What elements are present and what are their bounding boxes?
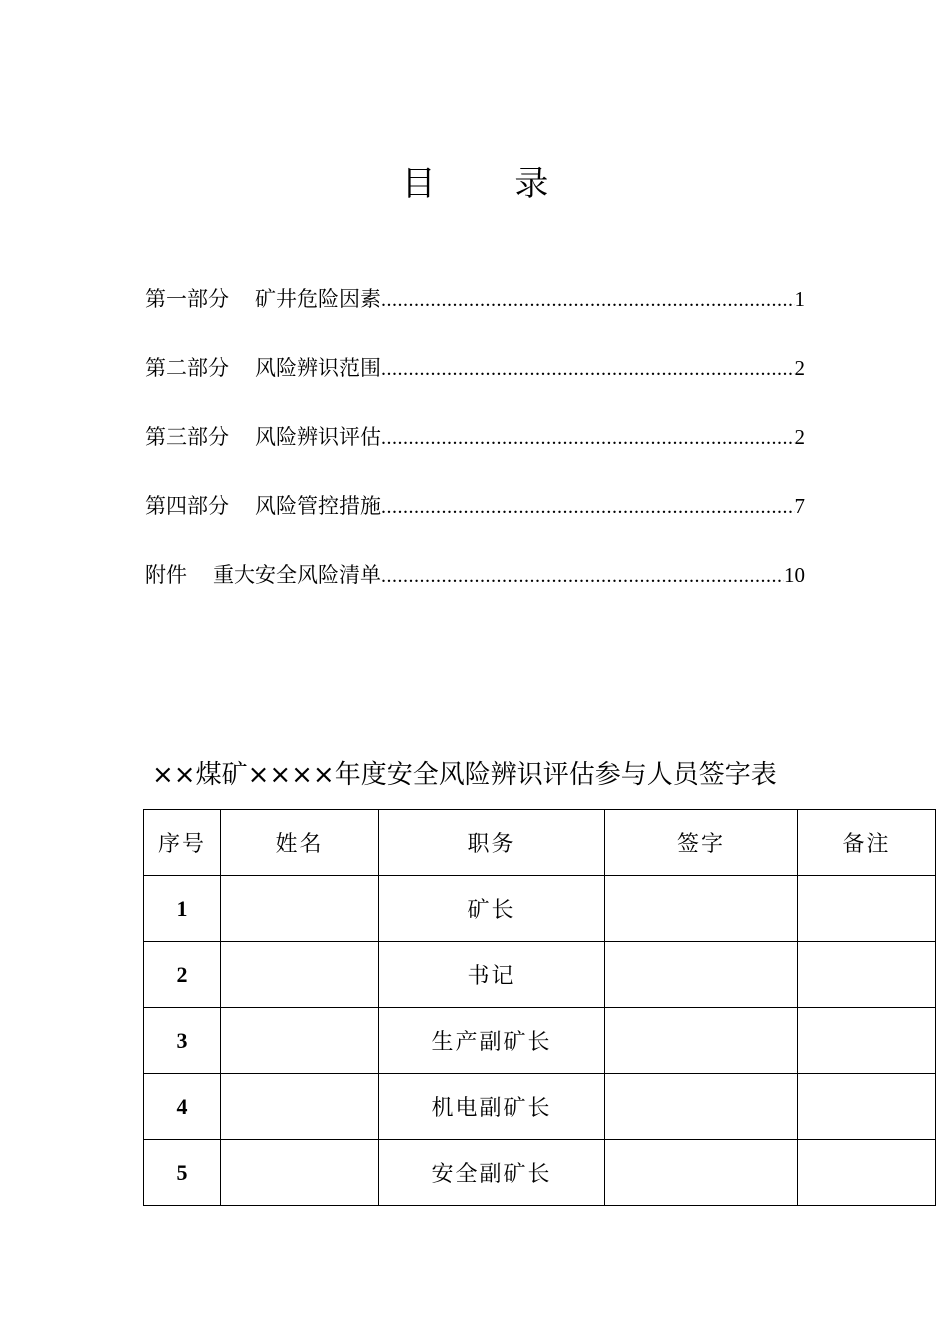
toc-item[interactable] [145,420,805,454]
remark-cell[interactable] [798,1140,936,1206]
position-cell: 安全副矿长 [379,1140,605,1206]
remark-cell[interactable] [798,1008,936,1074]
toc-label: 风险管控措施 [255,494,381,518]
row-index: 1 [144,876,221,942]
name-cell[interactable] [221,1008,379,1074]
toc-page-number: 10 [784,563,805,587]
signature-cell[interactable] [605,1008,798,1074]
signature-cell[interactable] [605,876,798,942]
position-cell: 生产副矿长 [379,1008,605,1074]
row-index: 2 [144,942,221,1008]
signature-cell[interactable] [605,1140,798,1206]
remark-cell[interactable] [798,876,936,942]
position-cell: 矿长 [379,876,605,942]
header-index: 序号 [144,810,221,876]
sign-table [143,809,936,1206]
toc-leader [381,283,795,317]
name-cell[interactable] [221,876,379,942]
toc-label: 矿井危险因素 [255,287,381,311]
toc-item[interactable] [145,558,805,592]
row-index: 4 [144,1074,221,1140]
toc-page-number: 2 [794,425,805,449]
table-row [144,942,936,1008]
toc-leader [381,352,795,386]
header-remark: 备注 [798,810,936,876]
table-row [144,1008,936,1074]
table-row [144,1140,936,1206]
header-name: 姓名 [221,810,379,876]
toc-page-number: 1 [794,287,805,311]
toc-page-number: 2 [794,356,805,380]
table-row [144,1074,936,1140]
toc-label: 风险辨识评估 [255,425,381,449]
toc-label: 重大安全风险清单 [213,563,381,587]
signature-cell[interactable] [605,942,798,1008]
toc-page-number: 7 [794,494,805,518]
toc-title: 目 录 [401,164,583,204]
table-row [144,876,936,942]
toc-leader [381,490,795,524]
toc-part: 第二部分 [145,356,229,380]
toc-label: 风险辨识范围 [255,356,381,380]
signature-cell[interactable] [605,1074,798,1140]
table-header-row [144,810,936,876]
remark-cell[interactable] [798,1074,936,1140]
position-cell: 机电副矿长 [379,1074,605,1140]
toc-leader [381,559,784,593]
header-position: 职务 [379,810,605,876]
toc-leader [381,421,795,455]
row-index: 3 [144,1008,221,1074]
row-index: 5 [144,1140,221,1206]
name-cell[interactable] [221,1074,379,1140]
position-cell: 书记 [379,942,605,1008]
toc-list [145,282,805,627]
toc-part: 附件 [145,563,187,587]
name-cell[interactable] [221,942,379,1008]
remark-cell[interactable] [798,942,936,1008]
toc-item[interactable] [145,351,805,385]
sign-form-title: ××煤矿××××年度安全风险辨识评估参与人员签字表 [152,760,777,790]
name-cell[interactable] [221,1140,379,1206]
toc-part: 第一部分 [145,287,229,311]
toc-item[interactable] [145,489,805,523]
header-signature: 签字 [605,810,798,876]
toc-part: 第三部分 [145,425,229,449]
toc-item[interactable] [145,282,805,316]
toc-part: 第四部分 [145,494,229,518]
